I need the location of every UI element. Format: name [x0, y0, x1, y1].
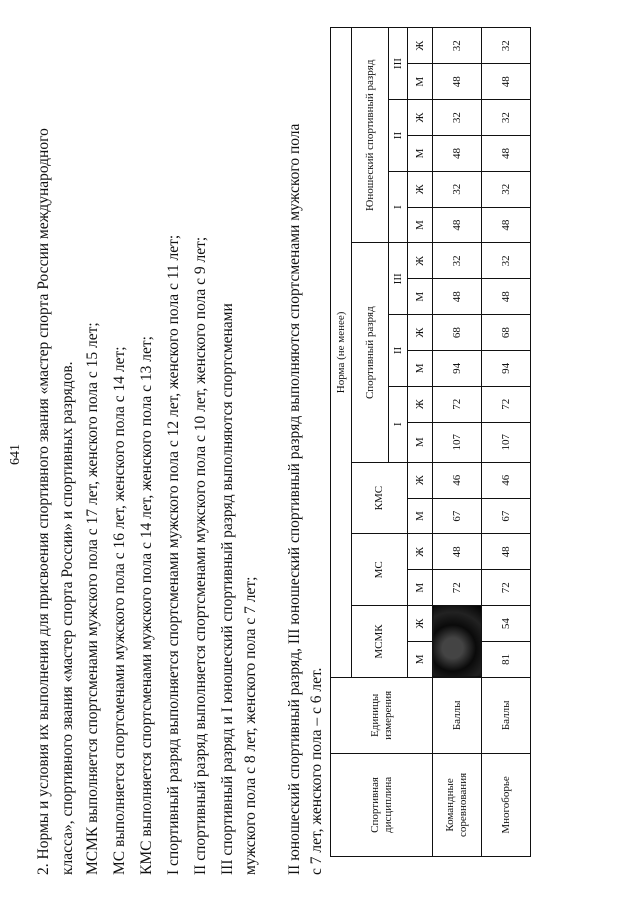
- value-cell: 48: [482, 279, 531, 315]
- table-row: [433, 28, 482, 857]
- value-cell: 32: [433, 243, 482, 279]
- youth-rank-i: I: [389, 171, 408, 243]
- male-label: М: [408, 207, 433, 243]
- intro-line: МС выполняется спортсменами мужского пола с 16 лет, женского пола с 14 лет;: [111, 346, 128, 875]
- value-cell: 68: [433, 315, 482, 351]
- value-cell: 54: [482, 606, 531, 642]
- value-cell: 67: [482, 498, 531, 534]
- value-cell: 72: [433, 386, 482, 422]
- value-cell: 48: [433, 64, 482, 100]
- discipline-cell: Многоборье: [482, 753, 531, 856]
- unit-cell: Баллы: [482, 677, 531, 753]
- intro-paragraph: [30, 120, 261, 875]
- value-cell: 72: [433, 570, 482, 606]
- value-cell: 48: [433, 136, 482, 172]
- male-label: М: [408, 641, 433, 677]
- female-label: Ж: [408, 315, 433, 351]
- sport-rank-ii: II: [389, 315, 408, 387]
- value-cell: 94: [482, 350, 531, 386]
- sport-rank-i: I: [389, 386, 408, 462]
- value-cell: 48: [482, 207, 531, 243]
- intro-line: III спортивный разряд и I юношеский спортивный разряд выполняются спортсменами: [219, 303, 236, 875]
- value-cell: 32: [433, 28, 482, 64]
- norms-table: [330, 27, 531, 857]
- male-label: М: [408, 279, 433, 315]
- value-cell: 94: [433, 350, 482, 386]
- header-row-norm: [331, 28, 352, 857]
- male-label: М: [408, 136, 433, 172]
- value-cell: 81: [482, 641, 531, 677]
- discipline-cell: Командные соревнования: [433, 753, 482, 856]
- female-label: Ж: [408, 386, 433, 422]
- female-label: Ж: [408, 534, 433, 570]
- value-cell: 72: [482, 386, 531, 422]
- intro-line: I спортивный разряд выполняется спортсменами мужского пола с 12 лет, женского пола с 11 лет;: [165, 234, 182, 875]
- female-label: Ж: [408, 243, 433, 279]
- intro-line: мужского пола с 8 лет, женского пола с 7 лет;: [242, 576, 259, 875]
- youth-rank-ii: II: [389, 100, 408, 172]
- male-label: М: [408, 350, 433, 386]
- value-cell: 46: [482, 462, 531, 498]
- intro-line: класса», спортивного звания «мастер спорта России» и спортивных разрядов.: [59, 361, 76, 875]
- closing-paragraph: [284, 75, 328, 875]
- youth-rank-iii: III: [389, 28, 408, 100]
- value-cell: 48: [433, 279, 482, 315]
- value-cell: 72: [482, 570, 531, 606]
- norm-header: Норма (не менее): [331, 28, 352, 678]
- value-cell: 107: [482, 422, 531, 462]
- male-label: М: [408, 570, 433, 606]
- intro-line: КМС выполняется спортсменами мужского пола с 14 лет, женского пола с 13 лет;: [138, 336, 155, 875]
- value-cell: 67: [433, 498, 482, 534]
- closing-line: с 7 лет, женского пола – с 6 лет.: [308, 667, 325, 875]
- closing-line: II юношеский спортивный разряд, III юношеский спортивный разряд выполняются спортсменами мужского пола: [286, 123, 303, 875]
- value-cell: 46: [433, 462, 482, 498]
- male-label: М: [408, 64, 433, 100]
- intro-line: 2. Нормы и условия их выполнения для присвоения спортивного звания «мастер спорта России международного: [35, 128, 52, 875]
- value-cell: 48: [482, 534, 531, 570]
- female-label: Ж: [408, 171, 433, 207]
- value-cell: 107: [433, 422, 482, 462]
- redacted-blot: [433, 606, 482, 678]
- msmk-header: МСМК: [352, 606, 408, 678]
- female-label: Ж: [408, 606, 433, 642]
- value-cell: 68: [482, 315, 531, 351]
- page-number: 641: [8, 444, 23, 465]
- sport-rank-iii: III: [389, 243, 408, 315]
- value-cell: 48: [433, 207, 482, 243]
- value-cell: 48: [482, 136, 531, 172]
- value-cell: 32: [482, 171, 531, 207]
- intro-line: II спортивный разряд выполняется спортсменами мужского пола с 10 лет, женского пола с 9 лет;: [192, 236, 209, 875]
- male-label: М: [408, 498, 433, 534]
- value-cell: 48: [433, 534, 482, 570]
- value-cell: 32: [482, 243, 531, 279]
- female-label: Ж: [408, 28, 433, 64]
- male-label: М: [408, 422, 433, 462]
- value-cell: 32: [482, 100, 531, 136]
- value-cell: 32: [482, 28, 531, 64]
- sport-rank-header: Спортивный разряд: [352, 243, 389, 462]
- youth-rank-header: Юношеский спортивный разряд: [352, 28, 389, 244]
- unit-header: Единицы измерения: [331, 677, 433, 753]
- value-cell: 32: [433, 100, 482, 136]
- table-row: [482, 28, 531, 857]
- female-label: Ж: [408, 462, 433, 498]
- value-cell: 32: [433, 171, 482, 207]
- unit-cell: Баллы: [433, 677, 482, 753]
- ms-header: МС: [352, 534, 408, 606]
- value-cell: 48: [482, 64, 531, 100]
- female-label: Ж: [408, 100, 433, 136]
- intro-line: МСМК выполняется спортсменами мужского пола с 17 лет, женского пола с 15 лет;: [84, 322, 101, 875]
- kms-header: КМС: [352, 462, 408, 534]
- discipline-header: Спортивная дисциплина: [331, 753, 433, 856]
